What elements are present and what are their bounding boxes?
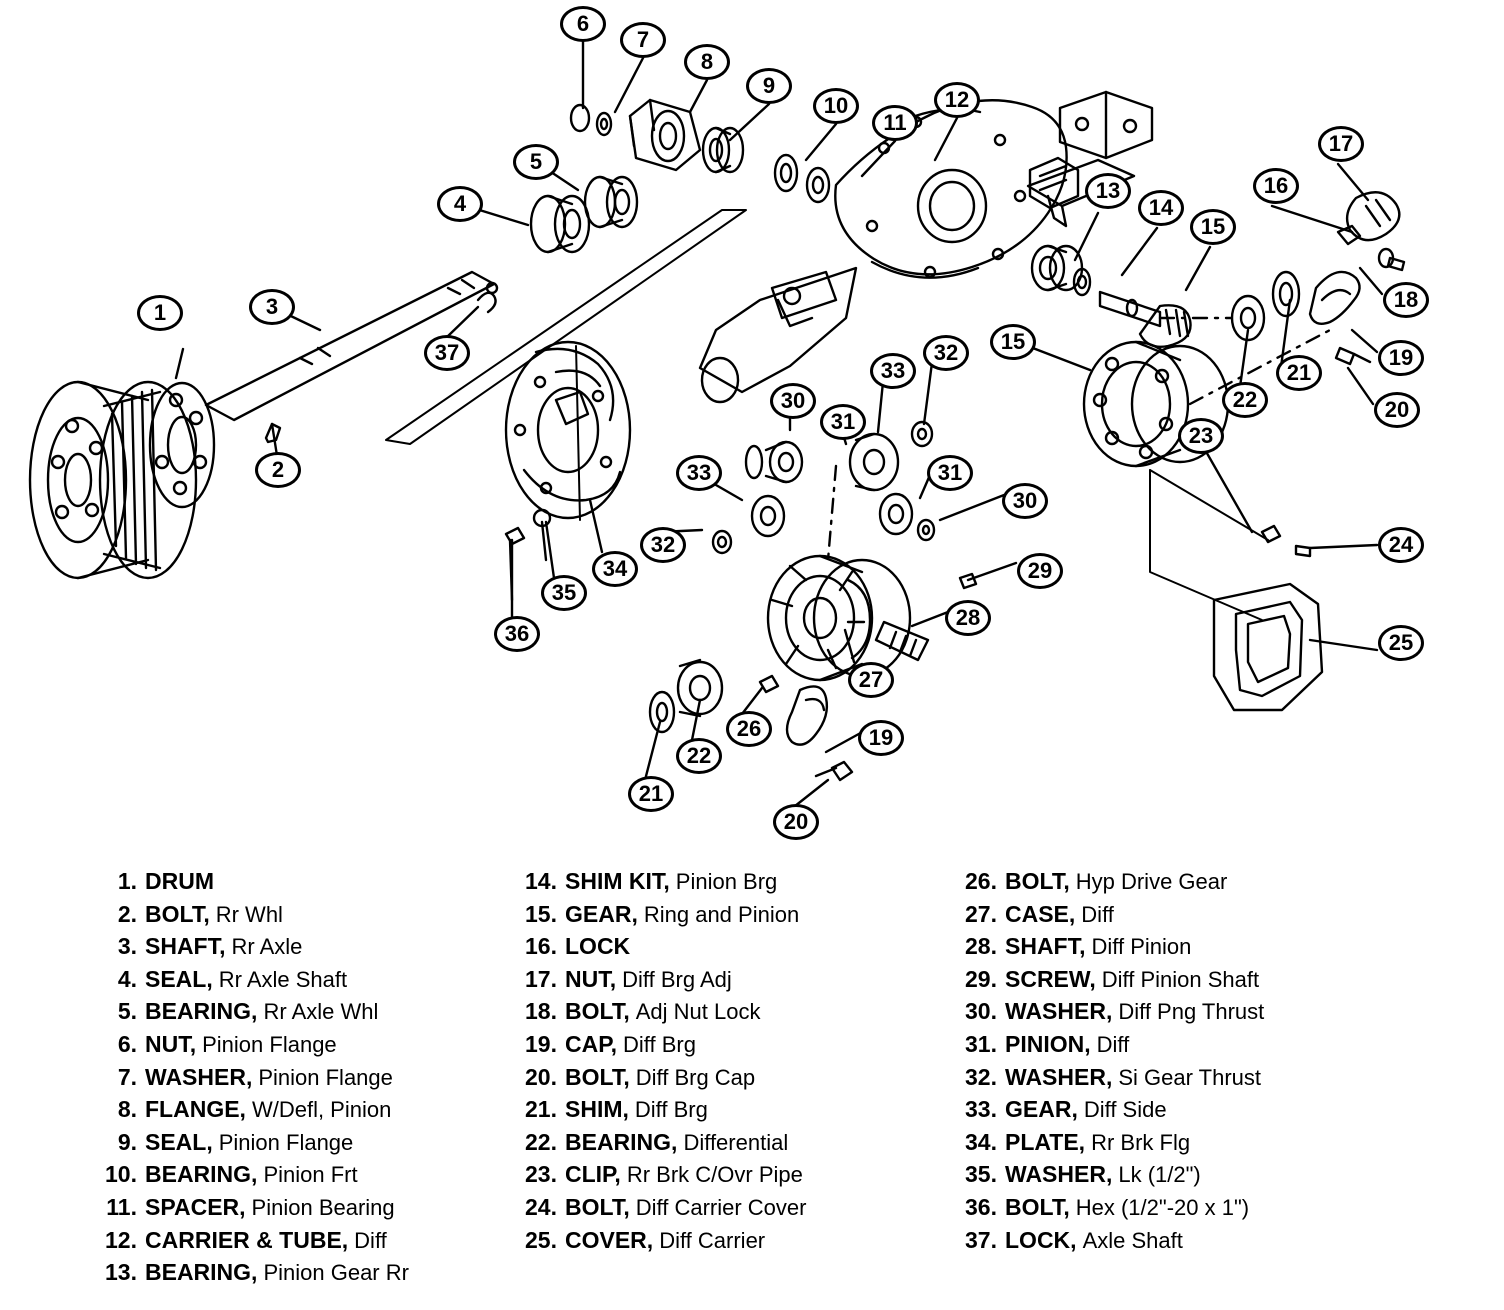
legend-part-name: CAP, — [565, 1030, 617, 1057]
legend-item — [515, 1129, 955, 1162]
legend-item — [95, 998, 515, 1031]
legend-part-desc: Diff — [1096, 1031, 1130, 1057]
legend-part-desc: Pinion Flange — [258, 1064, 393, 1090]
legend-item — [955, 933, 1415, 966]
callout-15: 15 — [1190, 209, 1236, 245]
legend-part-desc: Diff Pinion Shaft — [1101, 966, 1260, 992]
legend-part-desc: Diff Brg Adj — [622, 966, 732, 992]
legend-part-desc: Diff Pinion — [1091, 934, 1192, 960]
legend-number: 21. — [525, 1096, 557, 1123]
legend-number: 36. — [965, 1193, 997, 1220]
legend-number: 25. — [525, 1226, 557, 1253]
callout-11: 11 — [872, 105, 918, 141]
legend-part-desc: Pinion Frt — [263, 1162, 358, 1188]
legend-item — [95, 1064, 515, 1097]
callout-31: 31 — [820, 404, 866, 440]
legend-part-name: NUT, — [565, 965, 617, 992]
legend-item — [515, 1161, 955, 1194]
legend-part-name: WASHER, — [1005, 1161, 1113, 1188]
legend-item — [515, 966, 955, 999]
legend-item — [95, 1259, 515, 1292]
legend-part-desc: Diff Brg — [623, 1031, 696, 1057]
legend-item — [955, 966, 1415, 999]
callout-32: 32 — [923, 335, 969, 371]
legend-part-desc: Ring and Pinion — [643, 901, 800, 927]
callout-24: 24 — [1378, 527, 1424, 563]
legend-part-name: WASHER, — [1005, 998, 1113, 1025]
callout-21b: 21 — [628, 776, 674, 812]
callout-36: 36 — [494, 616, 540, 652]
legend-part-name: SEAL, — [145, 965, 213, 992]
legend-item — [515, 1064, 955, 1097]
legend-item — [955, 901, 1415, 934]
legend-part-desc: Diff Brg Cap — [635, 1064, 756, 1090]
legend-part-name: CLIP, — [565, 1161, 621, 1188]
callout-32b: 32 — [640, 527, 686, 563]
legend-part-name: WASHER, — [1005, 1063, 1113, 1090]
callout-34: 34 — [592, 551, 638, 587]
legend-number: 3. — [117, 933, 137, 960]
legend-item — [95, 1194, 515, 1227]
legend-item — [955, 1064, 1415, 1097]
legend-number: 26. — [965, 868, 997, 894]
legend-item — [515, 933, 955, 966]
legend-part-name: BEARING, — [145, 1161, 258, 1188]
callout-29: 29 — [1017, 553, 1063, 589]
legend-part-name: GEAR, — [565, 900, 638, 927]
callout-3: 3 — [249, 289, 295, 325]
legend-part-desc: Rr Axle — [231, 934, 303, 960]
legend-part-name: NUT, — [145, 1030, 197, 1057]
legend-part-desc: Diff Carrier — [659, 1227, 766, 1253]
legend-number: 18. — [525, 998, 557, 1025]
legend-part-desc: Diff Carrier Cover — [635, 1194, 807, 1220]
legend-number: 20. — [525, 1063, 557, 1090]
legend-part-name: SHIM KIT, — [565, 868, 670, 894]
callout-33b: 33 — [676, 455, 722, 491]
legend-part-desc: Adj Nut Lock — [635, 999, 761, 1025]
legend-number: 4. — [117, 965, 137, 992]
legend-item — [95, 966, 515, 999]
callout-9: 9 — [746, 68, 792, 104]
legend-number: 12. — [105, 1226, 137, 1253]
callout-4: 4 — [437, 186, 483, 222]
legend-item — [955, 1129, 1415, 1162]
legend-part-desc: Diff Brg — [634, 1097, 708, 1123]
callout-19: 19 — [1378, 340, 1424, 376]
callout-5: 5 — [513, 144, 559, 180]
legend-part-desc: Pinion Flange — [202, 1031, 337, 1057]
callout-14: 14 — [1138, 190, 1184, 226]
legend-part-desc: Rr Brk C/Ovr Pipe — [626, 1162, 803, 1188]
legend-number: 19. — [525, 1030, 557, 1057]
legend-item — [515, 1031, 955, 1064]
legend-part-name: BEARING, — [145, 1259, 258, 1286]
legend-item — [955, 1227, 1415, 1260]
legend-part-desc: Pinion Brg — [675, 869, 778, 894]
callout-27: 27 — [848, 662, 894, 698]
legend-part-desc: Hex (1/2"-20 x 1") — [1075, 1194, 1250, 1220]
callout-2: 2 — [255, 452, 301, 488]
legend-number: 37. — [965, 1226, 997, 1253]
legend-item — [515, 868, 955, 901]
legend-part-name: SPACER, — [145, 1193, 246, 1220]
callout-20b: 20 — [773, 804, 819, 840]
legend-number: 28. — [965, 933, 997, 960]
legend-item — [955, 998, 1415, 1031]
callout-10: 10 — [813, 88, 859, 124]
legend-number: 11. — [106, 1193, 137, 1220]
legend-number: 31. — [965, 1030, 997, 1057]
legend-column-3 — [955, 868, 1415, 1310]
legend-item — [95, 1129, 515, 1162]
legend-item — [955, 868, 1415, 901]
legend-item — [955, 1031, 1415, 1064]
legend-number: 24. — [525, 1193, 557, 1220]
legend-item — [955, 1161, 1415, 1194]
legend-number: 29. — [965, 965, 997, 992]
callout-22: 22 — [1222, 382, 1268, 418]
legend-part-desc: Si Gear Thrust — [1118, 1064, 1261, 1090]
legend-part-name: SCREW, — [1005, 965, 1096, 992]
legend-number: 17. — [525, 965, 557, 992]
legend-item — [95, 933, 515, 966]
callout-37: 37 — [424, 335, 470, 371]
callout-15-ring: 15 — [990, 324, 1036, 360]
legend-number: 5. — [117, 998, 137, 1025]
legend-part-desc: Rr Axle Shaft — [218, 966, 348, 992]
legend-item — [515, 1096, 955, 1129]
callout-19b: 19 — [858, 720, 904, 756]
legend-item — [955, 1194, 1415, 1227]
legend-item — [955, 1096, 1415, 1129]
legend-part-name: DRUM — [145, 868, 214, 894]
legend-part-desc: Pinion Gear Rr — [263, 1260, 409, 1286]
legend-number: 7. — [117, 1063, 137, 1090]
legend-part-name: SHAFT, — [1005, 933, 1086, 960]
legend-part-name: FLANGE, — [145, 1096, 246, 1123]
legend-part-name: BOLT, — [1005, 1193, 1070, 1220]
callout-35: 35 — [541, 575, 587, 611]
callout-13: 13 — [1085, 173, 1131, 209]
legend-number: 14. — [525, 868, 557, 894]
callout-25: 25 — [1378, 625, 1424, 661]
legend-part-name: BOLT, — [145, 900, 210, 927]
legend-number: 8. — [117, 1096, 137, 1123]
legend-number: 23. — [525, 1161, 557, 1188]
legend-part-name: BOLT, — [565, 998, 630, 1025]
legend-item — [95, 1227, 515, 1260]
legend-number: 27. — [965, 900, 997, 927]
callout-7: 7 — [620, 22, 666, 58]
legend-item — [95, 1161, 515, 1194]
legend-part-desc: Pinion Flange — [218, 1129, 354, 1155]
legend-number: 13. — [105, 1259, 137, 1286]
legend-number: 22. — [525, 1128, 557, 1155]
legend-part-name: SHIM, — [565, 1096, 629, 1123]
legend-item — [515, 901, 955, 934]
legend-item — [515, 998, 955, 1031]
callout-30b: 30 — [1002, 483, 1048, 519]
callout-20: 20 — [1374, 392, 1420, 428]
legend-part-desc: Diff — [1081, 901, 1114, 927]
callout-30: 30 — [770, 383, 816, 419]
callout-22b: 22 — [676, 738, 722, 774]
parts-legend — [0, 868, 1504, 1310]
legend-number: 30. — [965, 998, 997, 1025]
legend-part-name: PINION, — [1005, 1030, 1091, 1057]
legend-part-desc: Diff Side — [1083, 1097, 1167, 1123]
legend-item — [515, 1194, 955, 1227]
legend-number: 9. — [117, 1128, 137, 1155]
legend-part-desc: Rr Axle Whl — [263, 999, 379, 1025]
callout-28: 28 — [945, 600, 991, 636]
legend-number: 2. — [117, 900, 137, 927]
callout-23: 23 — [1178, 418, 1224, 454]
legend-number: 33. — [965, 1096, 997, 1123]
legend-part-name: LOCK — [565, 933, 631, 960]
legend-part-desc: Axle Shaft — [1082, 1227, 1183, 1253]
legend-part-name: WASHER, — [145, 1063, 253, 1090]
legend-part-name: GEAR, — [1005, 1096, 1078, 1123]
callout-1: 1 — [137, 295, 183, 331]
legend-item — [95, 868, 515, 901]
legend-part-name: BEARING, — [565, 1128, 678, 1155]
legend-part-name: BEARING, — [145, 998, 258, 1025]
legend-part-desc: Differential — [683, 1129, 789, 1155]
legend-part-name: COVER, — [565, 1226, 654, 1253]
legend-part-name: SHAFT, — [145, 933, 226, 960]
legend-part-desc: Diff Png Thrust — [1118, 999, 1265, 1025]
legend-part-desc: Hyp Drive Gear — [1075, 869, 1228, 894]
legend-part-name: BOLT, — [565, 1193, 630, 1220]
legend-part-name: PLATE, — [1005, 1128, 1086, 1155]
callout-18: 18 — [1383, 282, 1429, 318]
legend-item — [95, 901, 515, 934]
legend-part-desc: Diff — [354, 1227, 387, 1253]
legend-part-name: SEAL, — [145, 1128, 213, 1155]
legend-part-name: BOLT, — [1005, 868, 1070, 894]
legend-column-2 — [515, 868, 955, 1310]
legend-number: 15. — [525, 900, 557, 927]
callout-8: 8 — [684, 44, 730, 80]
legend-part-name: CASE, — [1005, 900, 1076, 927]
legend-item — [515, 1227, 955, 1260]
legend-number: 16. — [525, 933, 557, 960]
callout-6: 6 — [560, 6, 606, 42]
legend-number: 10. — [105, 1161, 137, 1188]
legend-part-name: BOLT, — [565, 1063, 630, 1090]
legend-number: 35. — [965, 1161, 997, 1188]
legend-number: 32. — [965, 1063, 997, 1090]
legend-number: 34. — [965, 1128, 997, 1155]
legend-part-name: LOCK, — [1005, 1226, 1077, 1253]
legend-column-1 — [95, 868, 515, 1310]
legend-part-desc: Rr Whl — [215, 901, 283, 927]
legend-part-name: CARRIER & TUBE, — [145, 1226, 349, 1253]
callout-31b: 31 — [927, 455, 973, 491]
callout-21: 21 — [1276, 355, 1322, 391]
legend-item — [95, 1031, 515, 1064]
legend-part-desc: Pinion Bearing — [251, 1194, 395, 1220]
callout-17: 17 — [1318, 126, 1364, 162]
legend-item — [95, 1096, 515, 1129]
callout-12: 12 — [934, 82, 980, 118]
legend-part-desc: Rr Brk Flg — [1091, 1129, 1191, 1155]
callout-26: 26 — [726, 711, 772, 747]
legend-part-desc: Lk (1/2") — [1118, 1162, 1201, 1188]
callout-16: 16 — [1253, 168, 1299, 204]
legend-part-desc: W/Defl, Pinion — [251, 1097, 392, 1123]
legend-number: 6. — [117, 1030, 137, 1057]
legend-number: 1. — [117, 868, 137, 894]
callout-33: 33 — [870, 353, 916, 389]
